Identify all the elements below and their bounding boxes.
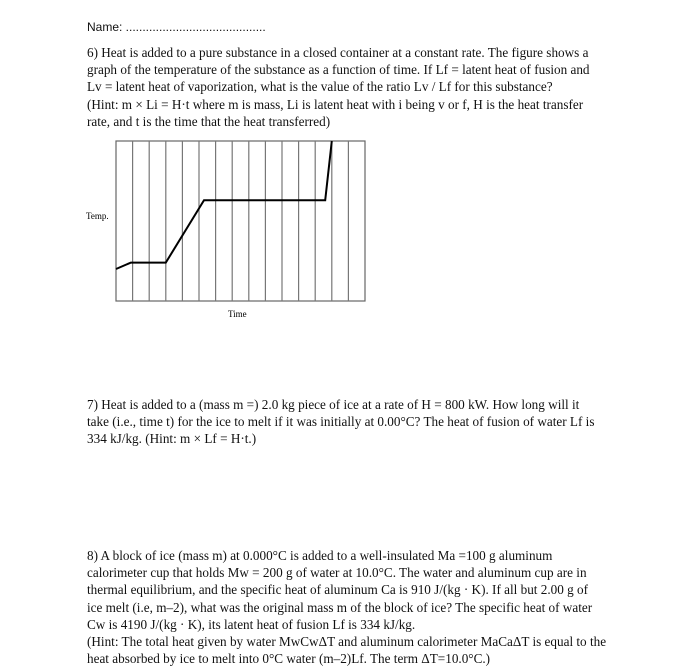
question-line: Lv = latent heat of vaporization, what is the value of the ratio Lv / Lf for this substance? bbox=[87, 79, 553, 95]
question-line: 6) Heat is added to a pure substance in a closed container at a constant rate. The figure shows a bbox=[87, 45, 589, 60]
question-line: calorimeter cup that holds Mw = 200 g of water at 10.0°C. The water and aluminum cup are in bbox=[87, 565, 587, 581]
question-line: (Hint: The total heat given by water MwCwΔT and aluminum calorimeter MaCaΔT is equal to the bbox=[87, 633, 607, 649]
question-8 bbox=[87, 547, 606, 667]
question-line: 334 kJ/kg. (Hint: m × Lf = H·t.) bbox=[87, 431, 257, 447]
question-line: 7) Heat is added to a (mass m =) 2.0 kg piece of ice at a rate of H = 800 kW. How long will it bbox=[87, 397, 580, 412]
question-line: rate, and t is the time that the heat transferred) bbox=[87, 113, 331, 129]
y-axis-label: Temp. bbox=[86, 211, 109, 221]
question-line: (Hint: m × Li = H·t where m is mass, Li is latent heat with i being v or f, H is the heat transfer bbox=[87, 96, 584, 112]
question-line: Cw is 4190 J/(kg · K), its latent heat of fusion Lf is 334 kJ/kg. bbox=[87, 616, 416, 632]
question-7 bbox=[87, 396, 594, 448]
temperature-curve bbox=[116, 141, 332, 269]
question-line: ice melt (i.e, m–2), what was the original mass m of the block of ice? The specific heat of water bbox=[87, 599, 593, 615]
graph-frame bbox=[116, 141, 365, 301]
question-line: take (i.e., time t) for the ice to melt if it was initially at 0.00°C? The heat of fusion of water Lf is bbox=[87, 414, 595, 430]
name-field[interactable]: Name: .......................................... bbox=[87, 20, 266, 34]
question-line: heat absorbed by ice to melt into 0°C water (m–2)Lf. The term ΔT=10.0°C.) bbox=[87, 651, 491, 667]
question-line: graph of the temperature of the substance as a function of time. If Lf = latent heat of fusion and bbox=[87, 62, 590, 78]
question-6 bbox=[87, 44, 590, 130]
x-axis-label: Time bbox=[228, 309, 247, 319]
temperature-time-graph bbox=[80, 130, 380, 330]
question-line: 8) A block of ice (mass m) at 0.000°C is added to a well-insulated Ma =100 g aluminum bbox=[87, 548, 553, 563]
graph-grid bbox=[116, 141, 365, 301]
question-line: thermal equilibrium, and the specific heat of aluminum Ca is 910 J/(kg · K). If all but 2.00 g of bbox=[87, 582, 589, 598]
